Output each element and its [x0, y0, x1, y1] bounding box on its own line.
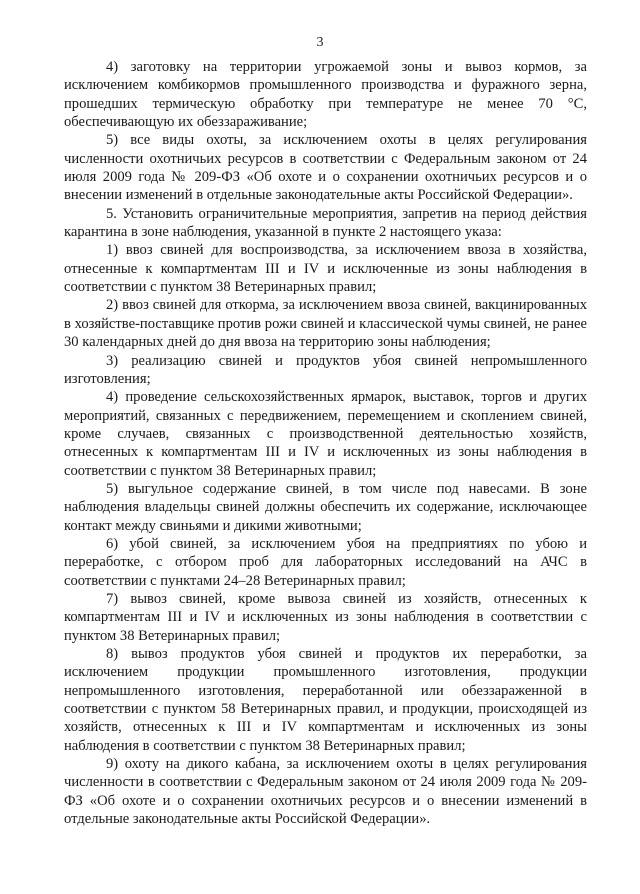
paragraph-item-8-export-products: 8) вывоз продуктов убоя свиней и продуктов их переработки, за исключением продукции промышленного изготовления, продукции непромышленного изготовления, переработанной или обеззараженной в соответствии с пунктом 58 Ветеринарных правил, и продукции, происходящей из хозяйств, отнесенных к III и IV компартментам и исключенных из зоны наблюдения в соответствии с пунктом 38 Ветеринарных правил; [64, 646, 587, 754]
paragraph-item-6-slaughter: 6) убой свиней, за исключением убоя на предприятиях по убою и переработке, с отбором проб для лабораторных исследований на АЧС в соответствии с пунктами 24–28 Ветеринарных правил; [64, 535, 587, 589]
paragraph-section-5-heading: 5. Установить ограничительные мероприятия, запретив на период действия карантина в зоне наблюдения, указанной в пункте 2 настоящего указа: [64, 205, 587, 241]
paragraph-item-2-import-fattening: 2) ввоз свиней для откорма, за исключением ввоза свиней, вакцинированных в хозяйстве-поставщике против рожи свиней и классической чумы свиней, не ранее 30 календарных дней до дня ввоза на территорию зоны наблюдения; [64, 297, 587, 351]
paragraph-item-4-feed: 4) заготовку на территории угрожаемой зоны и вывоз кормов, за исключением комбикормов промышленного производства и фуражного зерна, прошедших термическую обработку при температуре не менее 70 °С, обеспечивающую их обеззараживание; [64, 59, 587, 131]
paragraph-item-5-free-range: 5) выгульное содержание свиней, в том числе под навесами. В зоне наблюдения владельцы свиней должны обеспечить их содержание, исключающее контакт между свиньями и дикими животными; [64, 480, 587, 534]
paragraph-item-1-import-breeding: 1) ввоз свиней для воспроизводства, за исключением ввоза в хозяйства, отнесенные к компартментам III и IV и исключенные из зоны наблюдения в соответствии с пунктом 38 Ветеринарных правил; [64, 242, 587, 296]
paragraph-item-4-fairs: 4) проведение сельскохозяйственных ярмарок, выставок, торгов и других мероприятий, связанных с передвижением, перемещением и скоплением свиней, кроме случаев, связанных с производственной деятельностью хозяйств, отнесенных к компартментам III и IV и исключенных из зоны наблюдения в соответствии с пунктом 38 Ветеринарных правил; [64, 389, 587, 479]
paragraph-item-7-export-pigs: 7) вывоз свиней, кроме вывоза свиней из хозяйств, отнесенных к компартментам III и IV и исключенных из зоны наблюдения в соответствии с пунктом 38 Ветеринарных правил; [64, 590, 587, 644]
page-number: 3 [316, 35, 324, 50]
paragraph-item-9-boar-hunting: 9) охоту на дикого кабана, за исключением охоты в целях регулирования численности в соответствии с Федеральным законом от 24 июля 2009 года № 209-ФЗ «Об охоте и о сохранении охотничьих ресурсов и о внесении изменений в отдельные законодательные акты Российской Федерации». [64, 756, 587, 828]
document-body [64, 58, 587, 828]
paragraph-item-3-sale: 3) реализацию свиней и продуктов убоя свиней непромышленного изготовления; [64, 352, 587, 387]
paragraph-item-5-hunting: 5) все виды охоты, за исключением охоты в целях регулирования численности охотничьих ресурсов в соответствии с Федеральным законом от 24 июля 2009 года № 209-ФЗ «Об охоте и о сохранении охотничьих ресурсов и о внесении изменений в отдельные законодательные акты Российской Федерации». [64, 132, 587, 204]
